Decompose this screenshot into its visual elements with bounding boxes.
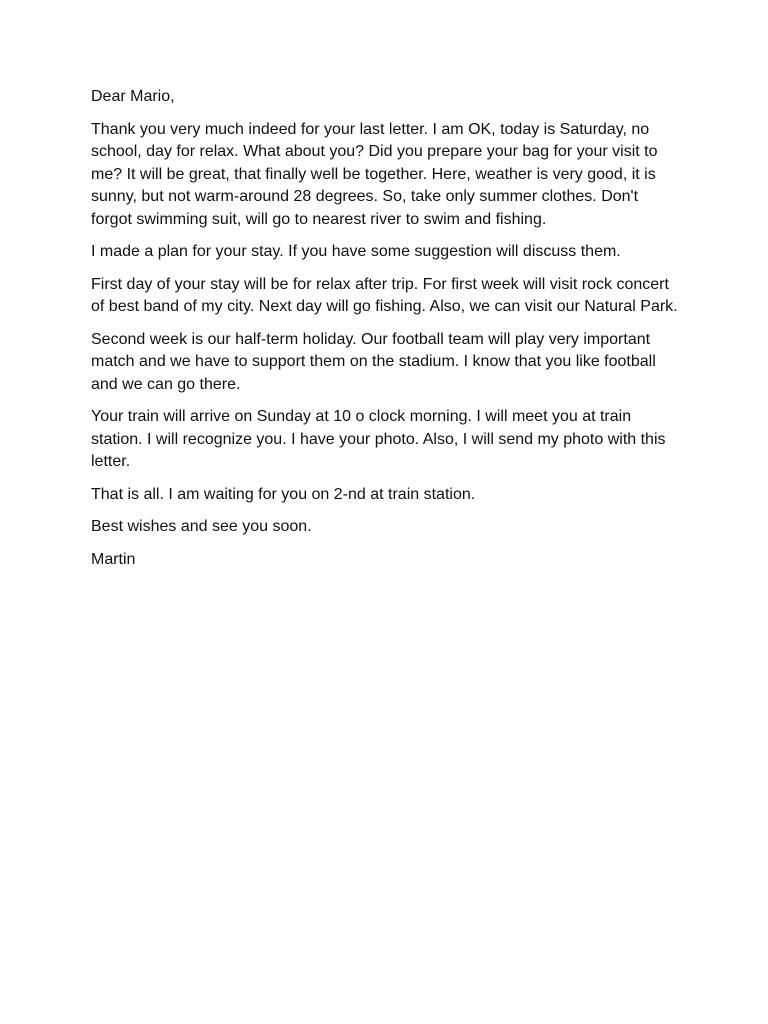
paragraph-6: That is all. I am waiting for you on 2-nd at train station. (91, 485, 476, 503)
salutation: Dear Mario, (91, 88, 175, 105)
letter-body (91, 86, 681, 581)
paragraph-1: Thank you very much indeed for your last letter. I am OK, today is Saturday, no school, day for relax. What about you? Did you prepare your bag for your visit to me? It will be great, that finally well be together. Here, weather is very good, it is sunny, but not warm-around 28 degrees. So, take only summer clothes. Don't forgot swimming suit, will go to nearest river to swim and fishing. (91, 120, 658, 228)
closing: Best wishes and see you soon. (91, 518, 312, 535)
paragraph-5: Your train will arrive on Sunday at 10 o clock morning. I will meet you at train station. I will recognize you. I have your photo. Also, I will send my photo with this letter. (91, 408, 666, 470)
signature: Martin (91, 550, 136, 568)
paragraph-2: I made a plan for your stay. If you have some suggestion will discuss them. (91, 243, 621, 260)
paragraph-3: First day of your stay will be for relax after trip. For first week will visit rock concert of best band of my city. Next day will go fishing. Also, we can visit our Natural Park. (91, 275, 678, 315)
paragraph-4: Second week is our half-term holiday. Our football team will play very important match and we have to support them on the stadium. I know that you like football and we can go there. (91, 330, 656, 393)
